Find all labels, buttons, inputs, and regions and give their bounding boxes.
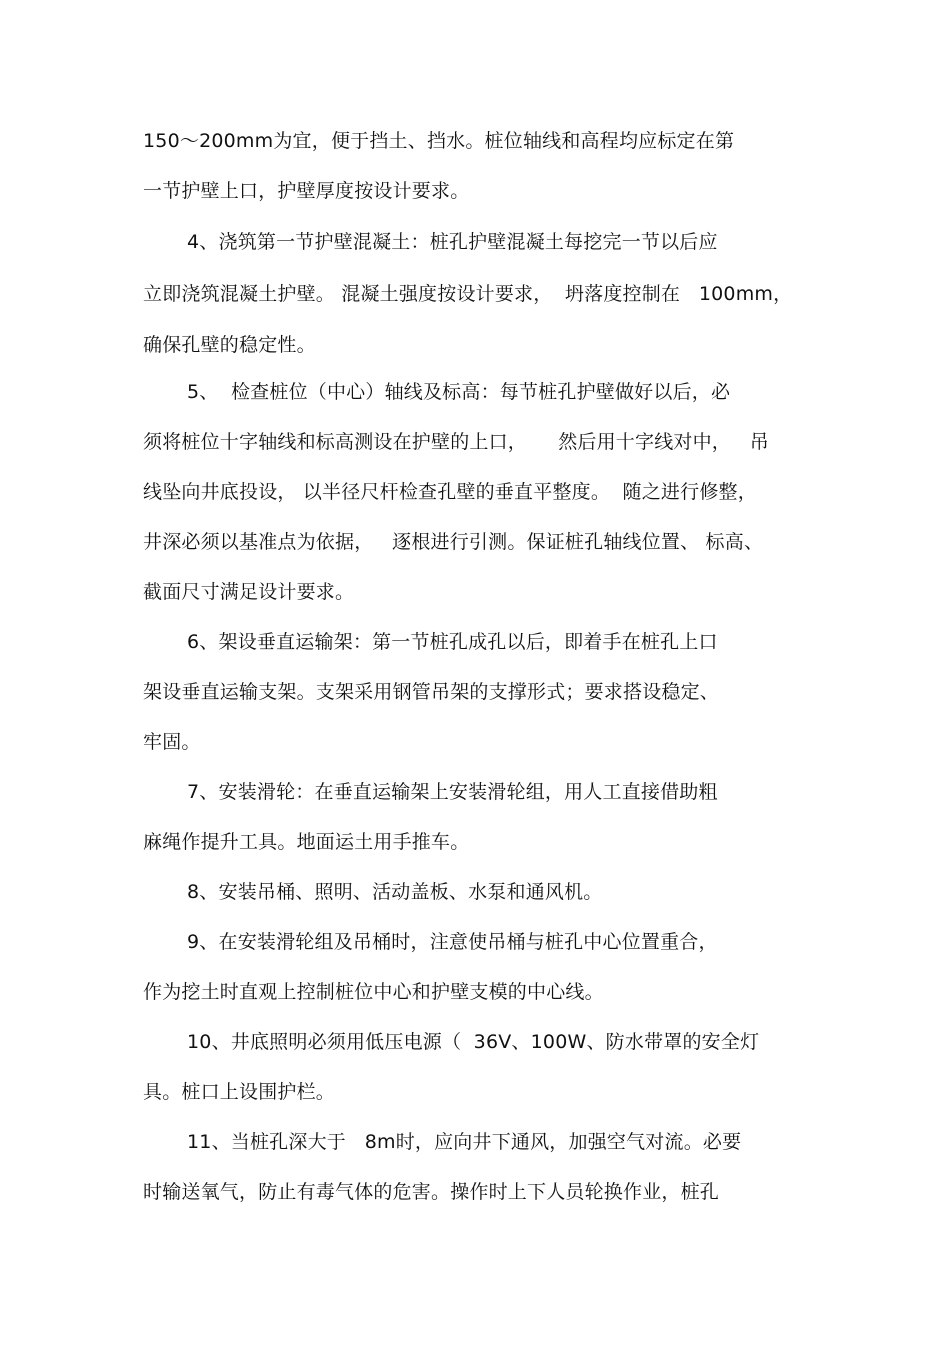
text-line: 线坠向井底投设， 以半径尺杆检查孔壁的垂直平整度。 随之进行修整， (143, 481, 757, 503)
text-line: 5、 检查桩位（中心）轴线及标高：每节桩孔护壁做好以后，必 (187, 381, 731, 403)
text-line: 150～200mm为宜，便于挡土、挡水。桩位轴线和高程均应标定在第 (143, 130, 735, 152)
text-line: 截面尺寸满足设计要求。 (143, 581, 355, 603)
text-line: 须将桩位十字轴线和标高测设在护壁的上口， 然后用十字线对中， 吊 (143, 431, 769, 453)
text-line: 麻绳作提升工具。地面运土用手推车。 (143, 831, 470, 853)
text-line: 9、在安装滑轮组及吊桶时，注意使吊桶与桩孔中心位置重合， (187, 931, 718, 953)
text-line: 10、井底照明必须用低压电源（ 36V、100W、防水带罩的安全灯 (187, 1031, 760, 1053)
text-line: 8、安装吊桶、照明、活动盖板、水泵和通风机。 (187, 881, 603, 903)
text-line: 作为挖土时直观上控制桩位中心和护壁支模的中心线。 (143, 981, 604, 1003)
text-line: 时输送氧气，防止有毒气体的危害。操作时上下人员轮换作业，桩孔 (143, 1181, 720, 1203)
text-line: 具。桩口上设围护栏。 (143, 1081, 336, 1103)
text-line: 架设垂直运输支架。支架采用钢管吊架的支撑形式；要求搭设稳定、 (143, 681, 720, 703)
text-line: 4、浇筑第一节护壁混凝土：桩孔护壁混凝土每挖完一节以后应 (187, 231, 718, 253)
text-line: 一节护壁上口，护壁厚度按设计要求。 (143, 180, 470, 202)
text-line: 牢固。 (143, 731, 201, 753)
text-line: 井深必须以基准点为依据， 逐根进行引测。保证桩孔轴线位置、 标高、 (143, 531, 764, 553)
text-line: 立即浇筑混凝土护壁。 混凝土强度按设计要求， 坍落度控制在 100mm， (143, 283, 793, 305)
text-line: 11、当桩孔深大于 8m时，应向井下通风，加强空气对流。必要 (187, 1131, 742, 1153)
text-line: 确保孔壁的稳定性。 (143, 334, 316, 356)
text-line: 7、安装滑轮：在垂直运输架上安装滑轮组，用人工直接借助粗 (187, 781, 718, 803)
text-line: 6、架设垂直运输架：第一节桩孔成孔以后，即着手在桩孔上口 (187, 631, 718, 653)
